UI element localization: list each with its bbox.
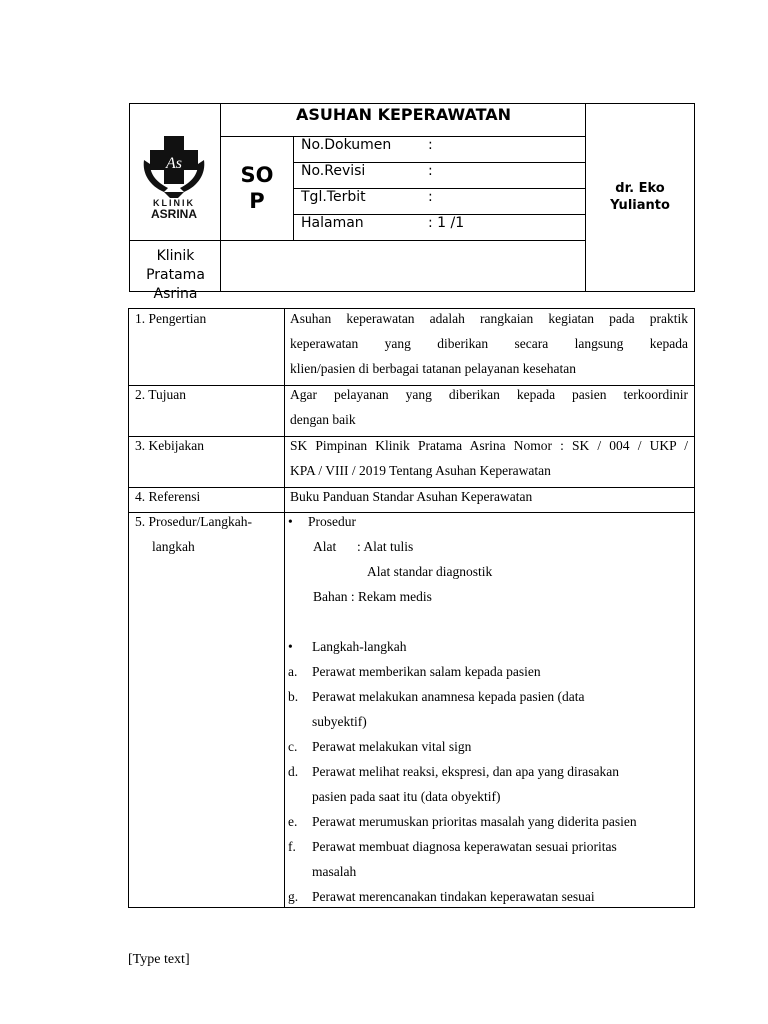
step-text: Perawat membuat diagnosa keperawatan sesuai prioritas (312, 839, 617, 854)
section-text-tujuan (290, 382, 688, 432)
bullet-prosedur (286, 509, 688, 534)
bullet-icon: • (288, 514, 293, 529)
doc-field-value: : 1 /1 (428, 215, 465, 231)
svg-text:KLINIK: KLINIK (153, 198, 195, 208)
doc-field-value: : (428, 189, 433, 205)
section-label-tujuan: 2. Tujuan (135, 387, 187, 402)
doc-field-value: : (428, 137, 433, 153)
step-marker: d. (288, 764, 299, 779)
step-text: masalah (312, 864, 357, 879)
sop-body-table (128, 308, 695, 908)
section-label-kebijakan: 3. Kebijakan (135, 438, 204, 453)
section-label-prosedur (135, 509, 279, 559)
clinic-name-line1: Klinik Pratama (146, 248, 205, 283)
footer-placeholder: [Type text] (128, 952, 190, 967)
step-text: Perawat melihat reaksi, ekspresi, dan apa yang dirasakan (312, 764, 620, 779)
step-marker: c. (288, 739, 298, 754)
alat-row (286, 534, 688, 559)
text-line: SK Pimpinan Klinik Pratama Asrina Nomor : SK / 004 / UKP / (290, 438, 688, 453)
step-text: Perawat merumuskan prioritas masalah yang diderita pasien (312, 814, 637, 829)
section-text-pengertian (290, 308, 688, 381)
section-text-kebijakan (290, 433, 688, 483)
svg-text:As: As (166, 155, 182, 172)
sop-label-line1: SO (240, 163, 274, 187)
doc-field-label: No.Dokumen (301, 137, 392, 153)
klinik-asrina-logo-icon (138, 130, 210, 222)
label-line: 5. Prosedur/Langkah- (135, 514, 252, 529)
step-marker: f. (288, 839, 296, 854)
doc-field-nodokumen (293, 137, 586, 162)
step-marker: a. (288, 664, 298, 679)
bullet-langkah (286, 634, 688, 659)
text-line: klien/pasien di berbagai tatanan pelayanan kesehatan (290, 361, 576, 376)
doc-field-halaman (293, 215, 586, 240)
bullet-text: Prosedur (308, 514, 356, 529)
bullet-text: Langkah-langkah (312, 639, 407, 654)
doc-field-tglterbit (293, 189, 586, 214)
step-text: pasien pada saat itu (data obyektif) (312, 789, 501, 804)
doc-field-label: No.Revisi (301, 163, 366, 179)
text-line: keperawatan yang diberikan secara langsung kepada (290, 336, 688, 351)
step-marker: g. (288, 889, 299, 904)
text-line: Agar pelayanan yang diberikan kepada pasien terkoordinir (290, 387, 688, 402)
clinic-name (130, 247, 221, 304)
doc-field-value: : (428, 163, 433, 179)
step-marker: e. (288, 814, 298, 829)
svg-text:ASRINA: ASRINA (150, 207, 198, 221)
bahan-row: Bahan : Rekam medis (313, 589, 432, 604)
step-text: Perawat melakukan vital sign (312, 739, 472, 754)
alat-label: Alat (313, 539, 337, 554)
step-text: Perawat memberikan salam kepada pasien (312, 664, 541, 679)
section-text-prosedur (286, 509, 688, 908)
alat-item: Alat standar diagnostik (367, 564, 493, 579)
doc-field-label: Halaman (301, 215, 364, 231)
sop-label (221, 162, 293, 214)
signer-line1: dr. Eko (615, 181, 665, 196)
alat-item: : Alat tulis (357, 539, 414, 554)
step-marker: b. (288, 689, 299, 704)
clinic-name-line2: Asrina (153, 286, 198, 302)
section-text-referensi: Buku Panduan Standar Asuhan Keperawatan (290, 489, 533, 504)
section-label-referensi: 4. Referensi (135, 489, 201, 504)
doc-field-label: Tgl.Terbit (301, 189, 366, 205)
clinic-logo (138, 130, 210, 222)
step-text: Perawat merencanakan tindakan keperawatan sesuai (312, 889, 595, 904)
text-line: Asuhan keperawatan adalah rangkaian kegiatan pada praktik (290, 311, 688, 326)
text-line: dengan baik (290, 412, 356, 427)
bullet-icon: • (288, 639, 293, 654)
section-label-pengertian: 1. Pengertian (135, 311, 207, 326)
step-text: subyektif) (312, 714, 367, 729)
doc-field-norevisi (293, 163, 586, 188)
signer-name (586, 180, 694, 214)
signer-line2: Yulianto (610, 198, 670, 213)
label-line: langkah (152, 539, 195, 554)
sop-label-line2: P (249, 189, 265, 213)
text-line: KPA / VIII / 2019 Tentang Asuhan Keperawatan (290, 463, 551, 478)
sop-header-table (129, 103, 695, 302)
step-text: Perawat melakukan anamnesa kepada pasien (data (312, 689, 585, 704)
document-title: ASUHAN KEPERAWATAN (295, 105, 512, 124)
